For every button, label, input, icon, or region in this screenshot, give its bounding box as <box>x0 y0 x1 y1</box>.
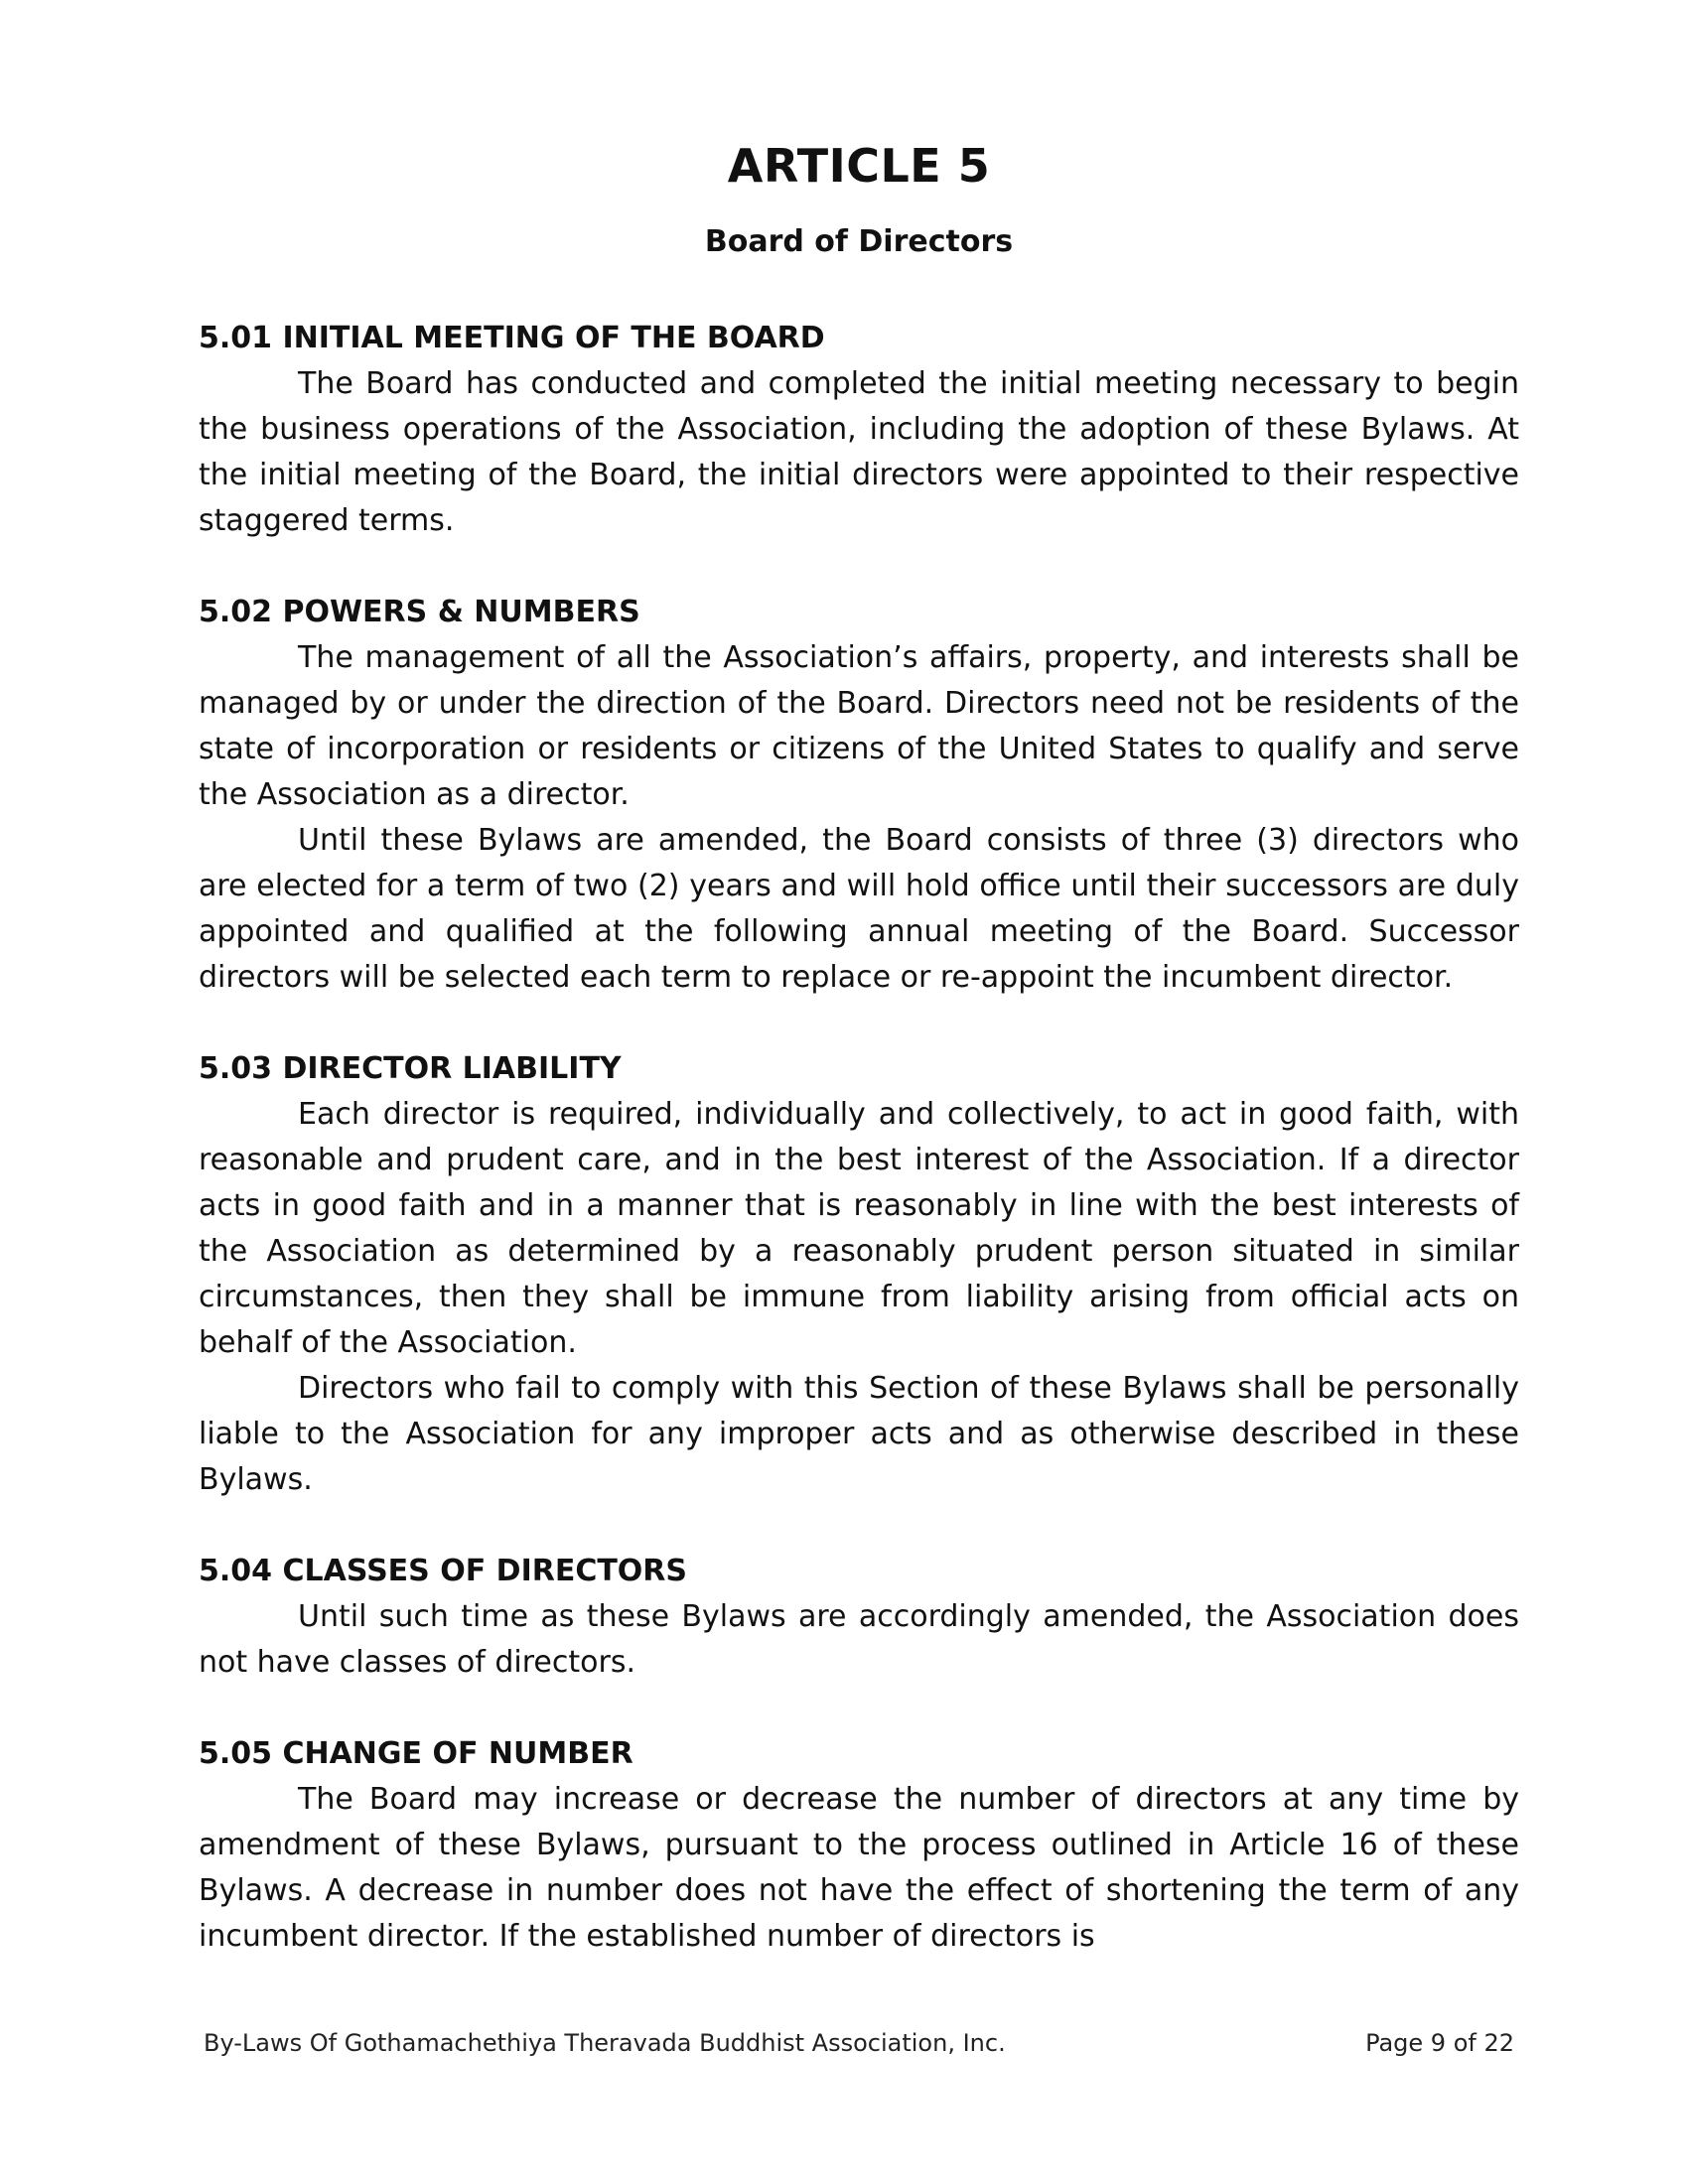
section-heading: 5.01 INITIAL MEETING OF THE BOARD <box>199 321 825 355</box>
footer-page-number: Page 9 of 22 <box>1365 2029 1514 2057</box>
section-heading: 5.02 POWERS & NUMBERS <box>199 595 640 629</box>
article-subtitle: Board of Directors <box>704 224 1014 259</box>
section-paragraph: The management of all the Association’s affairs, property, and interests shall be managed by or under the direction of the Board. Directors need not be residents of the state of incorporation or residents or citizens of the United States to qualify and serve the Association as a director. <box>199 640 1519 812</box>
section-5-04 <box>199 1549 1519 1686</box>
footer-document-title: By-Laws Of Gothamachethiya Theravada Buddhist Association, Inc. <box>204 2029 1006 2057</box>
document-body <box>199 316 1519 2005</box>
section-5-01 <box>199 316 1519 544</box>
section-heading: 5.04 CLASSES OF DIRECTORS <box>199 1554 688 1588</box>
section-5-03 <box>199 1046 1519 1503</box>
article-title: ARTICLE 5 <box>727 139 991 193</box>
section-paragraph: Directors who fail to comply with this Section of these Bylaws shall be personally liable to the Association for any improper acts and as otherwise described in these Bylaws. <box>199 1371 1519 1497</box>
section-heading: 5.03 DIRECTOR LIABILITY <box>199 1051 622 1086</box>
section-paragraph: The Board has conducted and completed the initial meeting necessary to begin the business operations of the Association, including the adoption of these Bylaws. At the initial meeting of the Board, the initial directors were appointed to their respective staggered terms. <box>199 366 1519 538</box>
section-paragraph: Until such time as these Bylaws are accordingly amended, the Association does not have classes of directors. <box>199 1599 1519 1680</box>
section-paragraph: The Board may increase or decrease the number of directors at any time by amendment of these Bylaws, pursuant to the process outlined in Article 16 of these Bylaws. A decrease in number does not have the effect of shortening the term of any incumbent director. If the established number of directors is <box>199 1782 1519 1954</box>
section-5-02 <box>199 590 1519 1001</box>
section-paragraph: Each director is required, individually and collectively, to act in good faith, with reasonable and prudent care, and in the best interest of the Association. If a director acts in good faith and in a manner that is reasonably in line with the best interests of the Association as determined by a reasonably prudent person situated in similar circumstances, then they shall be immune from liability arising from official acts on behalf of the Association. <box>199 1097 1519 1360</box>
section-heading: 5.05 CHANGE OF NUMBER <box>199 1736 633 1771</box>
section-paragraph: Until these Bylaws are amended, the Board consists of three (3) directors who are elected for a term of two (2) years and will hold office until their successors are duly appointed and qualified at the following annual meeting of the Board. Successor directors will be selected each term to replace or re-appoint the incumbent director. <box>199 823 1519 995</box>
section-5-05 <box>199 1731 1519 1960</box>
